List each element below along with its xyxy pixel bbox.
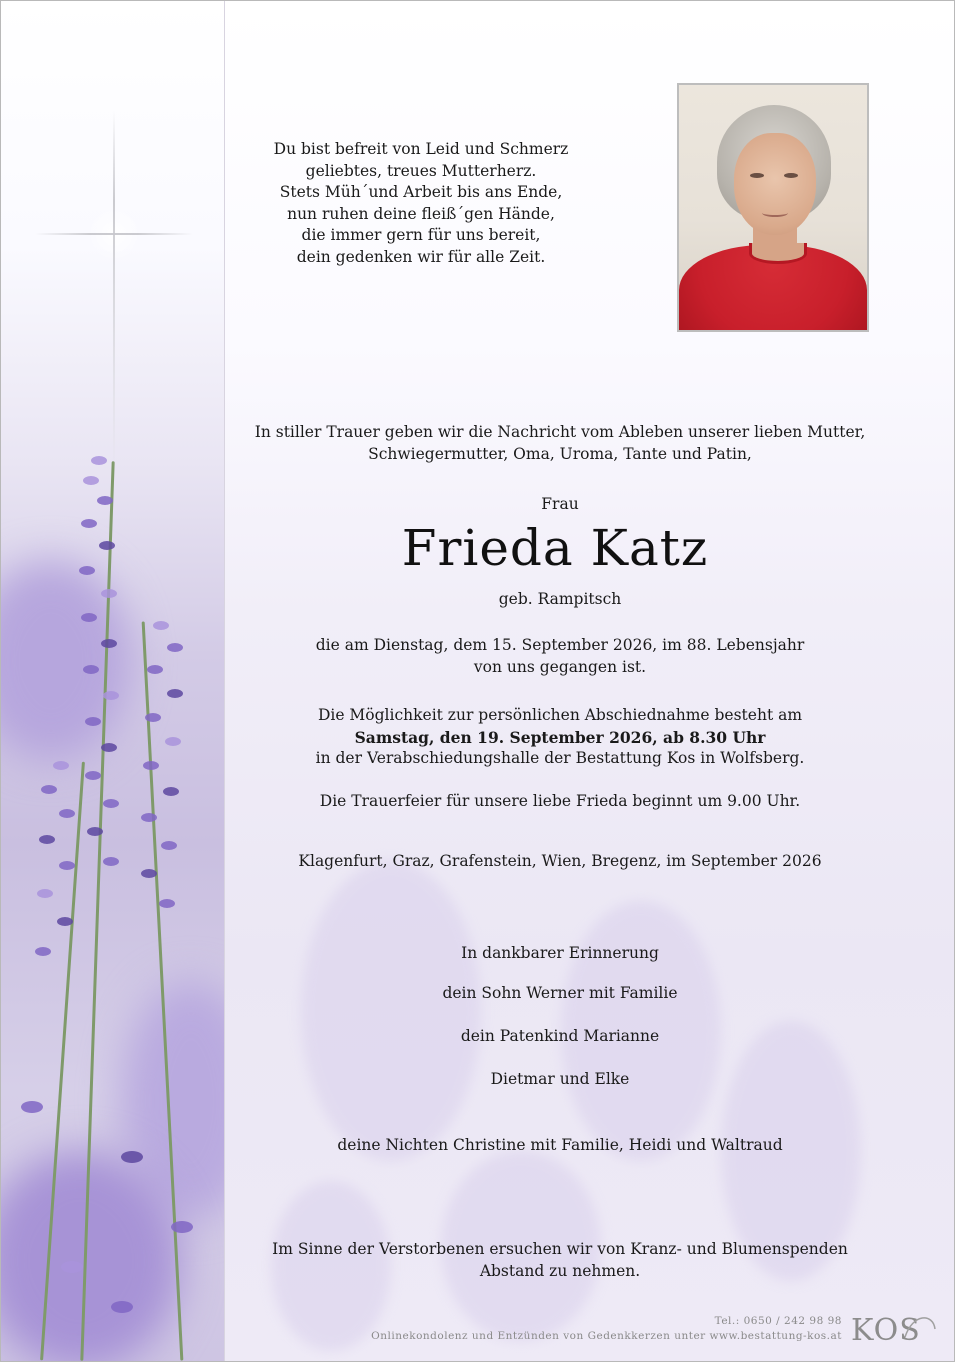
mourner-text: und xyxy=(671,1136,712,1154)
lavender-bud xyxy=(111,1301,133,1313)
donation-request xyxy=(225,1239,895,1282)
poem-line: Stets Müh´und Arbeit bis ans Ende, xyxy=(279,183,563,201)
lavender-panel xyxy=(1,1,225,1361)
request-line: Im Sinne der Verstorbenen ersuchen wir von Kranz- und Blumenspenden xyxy=(272,1240,848,1258)
mourner-nieces xyxy=(225,1135,895,1157)
salutation: Frau xyxy=(541,495,579,513)
lavender-bud xyxy=(101,743,117,752)
places-date: Klagenfurt, Graz, Grafenstein, Wien, Bregenz, im September 2026 xyxy=(298,852,822,870)
lavender-bud xyxy=(141,869,157,878)
mourner-text: und xyxy=(554,1070,595,1088)
logo-swirl-icon xyxy=(899,1307,939,1347)
lavender-bud xyxy=(61,1261,83,1273)
portrait-face xyxy=(734,133,816,235)
lavender-bud xyxy=(103,857,119,866)
lavender-bud xyxy=(141,813,157,822)
poem xyxy=(251,139,591,268)
mourner-text: deine Nichten xyxy=(337,1136,453,1154)
lavender-bud xyxy=(85,771,101,780)
company-logo xyxy=(851,1311,941,1351)
lavender-bud xyxy=(103,799,119,808)
mourner-name: Marianne xyxy=(583,1027,660,1045)
portrait-eye xyxy=(784,173,798,178)
poem-line: die immer gern für uns bereit, xyxy=(301,226,541,244)
lavender-bud xyxy=(101,639,117,648)
lavender-bud xyxy=(85,717,101,726)
mourners-intro: In dankbarer Erinnerung xyxy=(461,944,659,962)
lavender-bud xyxy=(121,1151,143,1163)
mourner-godchild xyxy=(225,1026,895,1048)
background-flower xyxy=(301,861,481,1161)
lavender-bud xyxy=(165,737,181,746)
lavender-bud xyxy=(147,665,163,674)
poem-line: geliebtes, treues Mutterherz. xyxy=(305,161,537,180)
lavender-bud xyxy=(145,713,161,722)
lavender-bud xyxy=(99,541,115,550)
mourner-name: Waltraud xyxy=(711,1136,783,1154)
lavender-bud xyxy=(103,691,119,700)
lavender-bud xyxy=(21,1101,43,1113)
lavender-bud xyxy=(79,566,95,575)
lavender-bud xyxy=(35,947,51,956)
mourner-name: Elke xyxy=(594,1070,630,1088)
poem-line: nun ruhen deine fleiß´gen Hände, xyxy=(287,204,555,223)
farewell-info xyxy=(225,705,895,770)
mourner-text: dein Sohn xyxy=(442,984,527,1002)
lavender-bud xyxy=(97,496,113,505)
lavender-bud xyxy=(101,589,117,598)
lavender-bud xyxy=(81,613,97,622)
farewell-date: Samstag, den 19. September 2026, ab 8.30 Uhr xyxy=(354,727,766,747)
mourner-text: mit Familie xyxy=(584,984,678,1002)
death-notice xyxy=(225,635,895,678)
ceremony-info: Die Trauerfeier für unsere liebe Frieda beginnt um 9.00 Uhr. xyxy=(319,792,801,810)
lavender-bud xyxy=(83,665,99,674)
deceased-name: Frieda Katz xyxy=(401,519,709,577)
lavender-bud xyxy=(87,827,103,836)
farewell-line: Die Möglichkeit zur persönlichen Abschiednahme besteht am xyxy=(317,706,803,724)
lavender-bud xyxy=(41,785,57,794)
poem-line: dein gedenken wir für alle Zeit. xyxy=(296,247,546,266)
mourner-name: Christine xyxy=(452,1136,526,1154)
lavender-bud xyxy=(37,889,53,898)
lavender-bud xyxy=(143,761,159,770)
portrait-photo xyxy=(677,83,869,332)
portrait-eye xyxy=(750,173,764,178)
footer xyxy=(371,1314,842,1344)
lavender-bud xyxy=(167,689,183,698)
lavender-bud xyxy=(39,835,55,844)
request-line: Abstand zu nehmen. xyxy=(479,1261,641,1280)
mourner-text: mit Familie, xyxy=(525,1136,629,1154)
lavender-bud xyxy=(53,761,69,770)
maiden-name: geb. Rampitsch xyxy=(498,590,622,608)
lavender-bud xyxy=(159,899,175,908)
logo-text: KOS xyxy=(851,1313,921,1348)
lavender-bud xyxy=(171,1221,193,1233)
death-line: die am Dienstag, dem 15. September 2026, im 88. Lebensjahr xyxy=(315,636,805,654)
death-line: von uns gegangen ist. xyxy=(473,657,647,676)
lavender-bud xyxy=(153,621,169,630)
lavender-bud xyxy=(59,809,75,818)
footer-phone: Tel.: 0650 / 242 98 98 xyxy=(714,1315,842,1327)
footer-web: Onlinekondolenz und Entzünden von Gedenkkerzen unter www.bestattung-kos.at xyxy=(371,1330,842,1342)
announcement-line: In stiller Trauer geben wir die Nachricht vom Ableben unserer lieben Mutter, xyxy=(254,423,866,441)
lavender-bud xyxy=(161,841,177,850)
lavender-bud xyxy=(163,787,179,796)
mourner-text: dein Patenkind xyxy=(460,1027,584,1045)
lavender-bud xyxy=(57,917,73,926)
announcement-line: Schwiegermutter, Oma, Uroma, Tante und Patin, xyxy=(368,444,752,463)
mourner-couple xyxy=(225,1069,895,1091)
mourner-name: Dietmar xyxy=(490,1070,555,1088)
poem-line: Du bist befreit von Leid und Schmerz xyxy=(273,140,569,158)
mourner-son xyxy=(225,983,895,1005)
farewell-line: in der Verabschiedungshalle der Bestattung Kos in Wolfsberg. xyxy=(315,749,805,767)
mourner-name: Werner xyxy=(526,984,585,1002)
lavender-bud xyxy=(83,476,99,485)
portrait-mouth xyxy=(762,209,788,217)
announcement xyxy=(215,422,905,465)
lavender-bud xyxy=(81,519,97,528)
cross-icon xyxy=(35,233,193,235)
mourner-name: Heidi xyxy=(628,1136,672,1154)
cross-icon xyxy=(113,111,115,471)
lavender-bud xyxy=(167,643,183,652)
lavender-bud xyxy=(59,861,75,870)
lavender-bud xyxy=(91,456,107,465)
portrait-collar xyxy=(749,243,807,264)
